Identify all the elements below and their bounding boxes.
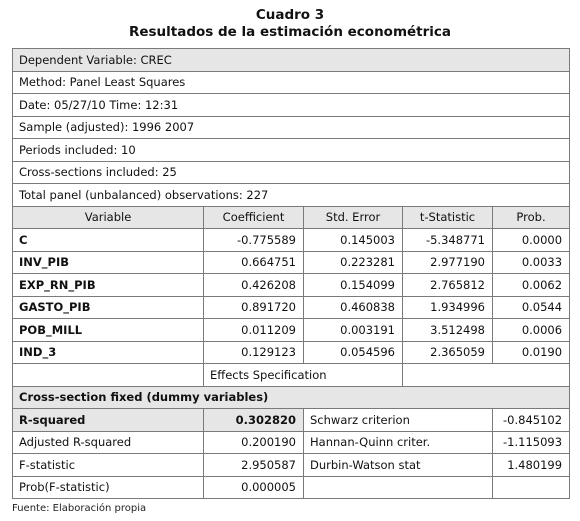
stat-row	[13, 454, 570, 477]
prob: 0.0006	[493, 319, 570, 342]
stat-row	[13, 476, 570, 499]
coefficient: 0.426208	[204, 274, 304, 297]
stat-label: Prob(F-statistic)	[13, 476, 204, 499]
std-error: 0.054596	[304, 341, 403, 364]
stat-value: -0.845102	[493, 409, 570, 432]
stat-label: Durbin-Watson stat	[304, 454, 493, 477]
variable-name: IND_3	[13, 341, 204, 364]
t-statistic: 2.765812	[403, 274, 493, 297]
variable-name: POB_MILL	[13, 319, 204, 342]
stat-value: -1.115093	[493, 431, 570, 454]
coefficient: 0.011209	[204, 319, 304, 342]
effects-specification: Effects Specification	[204, 364, 403, 387]
stat-value	[493, 476, 570, 499]
column-header-row	[13, 206, 570, 229]
observations-info: Total panel (unbalanced) observations: 227	[13, 184, 570, 207]
t-statistic: 2.365059	[403, 341, 493, 364]
cross-section-row	[13, 386, 570, 409]
stat-label: F-statistic	[13, 454, 204, 477]
stat-label: Schwarz criterion	[304, 409, 493, 432]
variable-name: C	[13, 229, 204, 252]
variable-name: INV_PIB	[13, 251, 204, 274]
source-note: Fuente: Elaboración propia	[12, 503, 147, 514]
empty-cell	[13, 364, 204, 387]
coefficient: 0.129123	[204, 341, 304, 364]
column-header: Variable	[13, 206, 204, 229]
prob: 0.0544	[493, 296, 570, 319]
prob: 0.0190	[493, 341, 570, 364]
column-header: t-Statistic	[403, 206, 493, 229]
table-title: Resultados de la estimación econométrica	[128, 24, 452, 40]
table-row	[13, 229, 570, 252]
stat-label: R-squared	[13, 409, 204, 432]
t-statistic: -5.348771	[403, 229, 493, 252]
table-row	[13, 296, 570, 319]
t-statistic: 1.934996	[403, 296, 493, 319]
stat-value: 0.000005	[204, 476, 304, 499]
prob: 0.0062	[493, 274, 570, 297]
stat-value: 0.302820	[204, 409, 304, 432]
column-header: Std. Error	[304, 206, 403, 229]
table-number: Cuadro 3	[255, 7, 325, 23]
stat-row	[13, 409, 570, 432]
cross-section-fixed: Cross-section fixed (dummy variables)	[13, 386, 570, 409]
variable-name: EXP_RN_PIB	[13, 274, 204, 297]
dependent-variable: Dependent Variable: CREC	[13, 49, 570, 72]
column-header: Prob.	[493, 206, 570, 229]
std-error: 0.003191	[304, 319, 403, 342]
sample-info: Sample (adjusted): 1996 2007	[13, 116, 570, 139]
stat-label: Hannan-Quinn criter.	[304, 431, 493, 454]
std-error: 0.154099	[304, 274, 403, 297]
stat-value: 2.950587	[204, 454, 304, 477]
prob: 0.0033	[493, 251, 570, 274]
column-header: Coefficient	[204, 206, 304, 229]
std-error: 0.223281	[304, 251, 403, 274]
coefficient: 0.664751	[204, 251, 304, 274]
stat-value: 0.200190	[204, 431, 304, 454]
stat-value: 1.480199	[493, 454, 570, 477]
empty-cell	[403, 364, 570, 387]
t-statistic: 2.977190	[403, 251, 493, 274]
table-row	[13, 274, 570, 297]
date-info: Date: 05/27/10 Time: 12:31	[13, 94, 570, 117]
std-error: 0.145003	[304, 229, 403, 252]
stat-label	[304, 476, 493, 499]
variable-name: GASTO_PIB	[13, 296, 204, 319]
cross-sections-info: Cross-sections included: 25	[13, 161, 570, 184]
table-row	[13, 319, 570, 342]
coefficient: -0.775589	[204, 229, 304, 252]
std-error: 0.460838	[304, 296, 403, 319]
prob: 0.0000	[493, 229, 570, 252]
regression-table	[12, 48, 570, 499]
table-row	[13, 341, 570, 364]
effects-row	[13, 364, 570, 387]
method-info: Method: Panel Least Squares	[13, 71, 570, 94]
t-statistic: 3.512498	[403, 319, 493, 342]
periods-info: Periods included: 10	[13, 139, 570, 162]
table-row	[13, 251, 570, 274]
stat-label: Adjusted R-squared	[13, 431, 204, 454]
coefficient: 0.891720	[204, 296, 304, 319]
stat-row	[13, 431, 570, 454]
